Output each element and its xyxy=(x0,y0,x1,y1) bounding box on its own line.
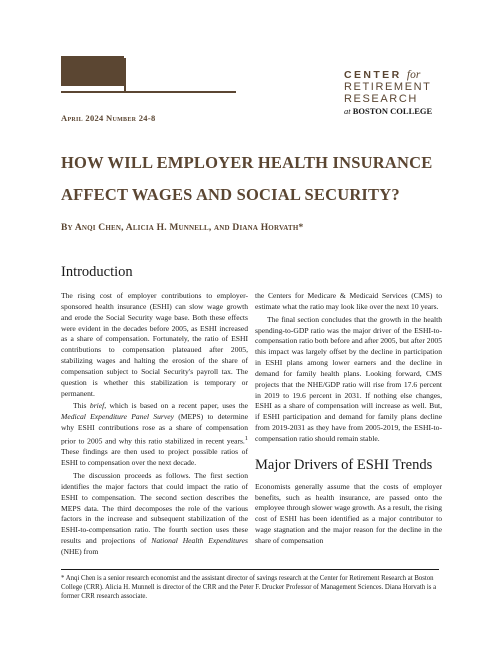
left-column xyxy=(61,291,248,558)
logo-for-text: for xyxy=(406,69,421,81)
p2-emphasis-brief: brief xyxy=(89,401,105,411)
footnote-ref-1: 1 xyxy=(244,434,248,442)
logo-bc-text: BOSTON COLLEGE xyxy=(352,106,433,116)
p2-text-a: This xyxy=(73,401,90,411)
right-column xyxy=(255,291,442,547)
major-drivers-heading: Major Drivers of ESHI Trends xyxy=(255,456,433,473)
intro-paragraph-3-continued: the Centers for Medicare & Medicaid Services (CMS) to estimate what the ratio may look like over the next 10 years. xyxy=(255,291,442,311)
logo-block-graphic xyxy=(61,56,124,86)
p3-text-b: (NHE) from xyxy=(61,546,99,556)
logo-line-1 xyxy=(344,69,444,81)
p2-text-d: These findings are then used to project possible ratios of ESHI to compensation over the next decade. xyxy=(61,447,248,468)
intro-paragraph-4: The final section concludes that the growth in the health spending-to-GDP ratio was the major driver of the ESHI-to-compensation ratio both before and after 2005, but after 2005 this impact was largely offset by the decline in participation in ESHI plans among lower earners and the decline in demand for family health plans. Looking forward, CMS projects that the NHE/GDP ratio will rise from 17.6 percent in 2019 to 19.6 percent in 2031. If nothing else changes, ESHI as a share of compensation will increase as well. But, if ESHI participation and demand for family plans decline from 2019-2031 as they have from 2005-2019, the ESHI-to-compensation ratio should remain stable. xyxy=(255,314,442,443)
author-footnote: * Anqi Chen is a senior research economist and the assistant director of savings research at the Center for Retirement Research at Boston College (CRR). Alicia H. Munnell is director of the CRR and the Peter F. Drucker Professor of Management Sciences. Diana Horvath is a former CRR research associate. xyxy=(61,575,437,601)
p2-text-b: , which is based on a recent paper, uses the xyxy=(104,401,248,411)
logo-center-text: CENTER xyxy=(344,69,402,81)
author-line: By Anqi Chen, Alicia H. Munnell, and Diana Horvath* xyxy=(61,223,304,233)
intro-paragraph-2 xyxy=(61,401,248,469)
logo-line-3: RESEARCH xyxy=(344,93,418,105)
p3-text-a: The discussion proceeds as follows. The first section identifies the major factors that could impact the ratio of ESHI to compensation. The second section describes the MEPS data. The third decomposes the role of the various factors in the increase and subsequent stabilization of the ESHI-to-compensation ratio. The fourth section uses these results and projections of xyxy=(61,471,248,546)
crr-logo xyxy=(344,69,444,116)
footnote-divider xyxy=(61,569,439,570)
logo-horizontal-rule xyxy=(61,91,236,93)
logo-at-text: at xyxy=(344,106,351,116)
intro-paragraph-3 xyxy=(61,471,248,558)
drivers-paragraph-1: Economists generally assume that the costs of employer benefits, such as health insurance, are passed onto the employee through slower wage growth. As a result, the rising cost of ESHI has been identified as a major contributor to wage stagnation and the major reason for the decline in the share of compensation xyxy=(255,481,442,545)
p3-emphasis-nhe: National Health Expenditures xyxy=(151,536,248,546)
introduction-heading: Introduction xyxy=(61,264,133,280)
intro-paragraph-1: The rising cost of employer contributions to employer-sponsored health insurance (ESHI) can slow wage growth and erode the Social Security wage base. Both these effects were evident in the decades before 2005, as ESHI increased as a share of compensation. Fortunately, the ratio of ESHI contributions to compensation plateaued after 2005, stabilizing wages and halting the erosion of the share of compensation subject to Social Security's payroll tax. The question is whether this stabilization is temporary or permanent. xyxy=(61,291,248,398)
issue-line: April 2024 Number 24-8 xyxy=(61,113,156,123)
logo-line-4 xyxy=(344,106,444,116)
logo-line-2: RETIREMENT xyxy=(344,81,432,93)
p2-text-c: (MEPS) to determine why ESHI contributions rose as a share of compensation prior to 2005 and why this ratio stabilized in recent years. xyxy=(61,412,249,446)
logo-vertical-rule xyxy=(124,58,126,93)
p2-emphasis-meps: Medical Expenditure Panel Survey xyxy=(61,412,174,422)
brief-title: HOW WILL EMPLOYER HEALTH INSURANCE AFFECT WAGES AND SOCIAL SECURITY? xyxy=(61,153,433,204)
